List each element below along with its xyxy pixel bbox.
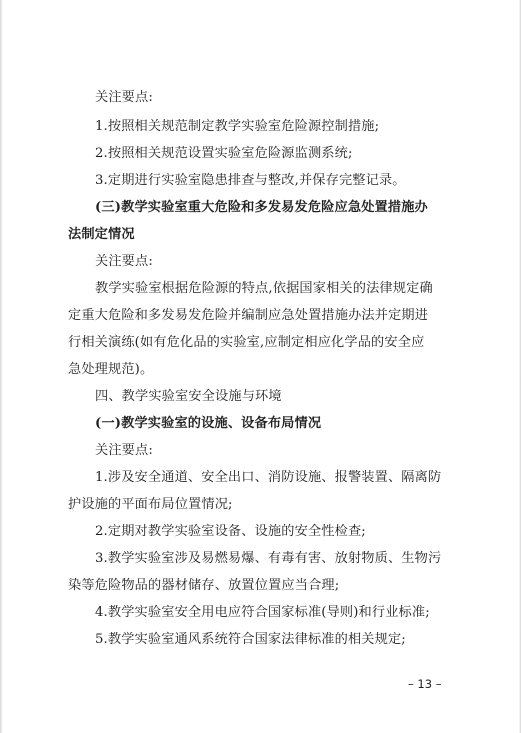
list-item: 5.教学实验室通风系统符合国家法律标准的相关规定; — [95, 632, 406, 647]
list-item-continued: 染等危险物品的器材储存、放置位置应当合理; — [68, 578, 340, 593]
section-heading-3: (三)教学实验室重大危险和多发易发危险应急处置措施办 — [95, 200, 428, 215]
list-item: 2.按照相关规范设置实验室危险源监测系统; — [95, 146, 353, 161]
section-heading-1: (一)教学实验室的设施、设备布局情况 — [95, 416, 322, 431]
paragraph-line: 教学实验室根据危险源的特点,依据国家相关的法律规定确 — [95, 281, 433, 296]
list-item: 4.教学实验室安全用电应符合国家标准(导则)和行业标准; — [95, 605, 430, 620]
paragraph-line: 行相关演练(如有危化品的实验室,应制定相应化学品的安全应 — [68, 335, 425, 350]
list-item: 1.按照相关规范制定教学实验室危险源控制措施; — [95, 119, 380, 134]
chapter-heading-4: 四、教学实验室安全设施与环境 — [95, 389, 282, 404]
key-points-label-3: 关注要点: — [95, 443, 153, 458]
paragraph-line: 定重大危险和多发易发危险并编制应急处置措施办法并定期进 — [68, 308, 429, 323]
key-points-label-2: 关注要点: — [95, 254, 153, 269]
page-number: – 13 – — [408, 677, 442, 691]
list-item: 1.涉及安全通道、安全出口、消防设施、报警装置、隔离防 — [95, 470, 442, 485]
list-item-continued: 护设施的平面布局位置情况; — [68, 497, 233, 512]
page-edge-left — [0, 0, 3, 733]
list-item: 3.教学实验室涉及易燃易爆、有毒有害、放射物质、生物污 — [95, 551, 442, 566]
section-heading-3-continued: 法制定情况 — [68, 227, 135, 242]
list-item: 3.定期进行实验室隐患排查与整改,并保存完整记录。 — [95, 173, 406, 188]
list-item: 2.定期对教学实验室设备、设施的安全性检查; — [95, 524, 366, 539]
key-points-label-1: 关注要点: — [95, 90, 153, 105]
paragraph-line: 急处理规范)。 — [68, 362, 154, 377]
